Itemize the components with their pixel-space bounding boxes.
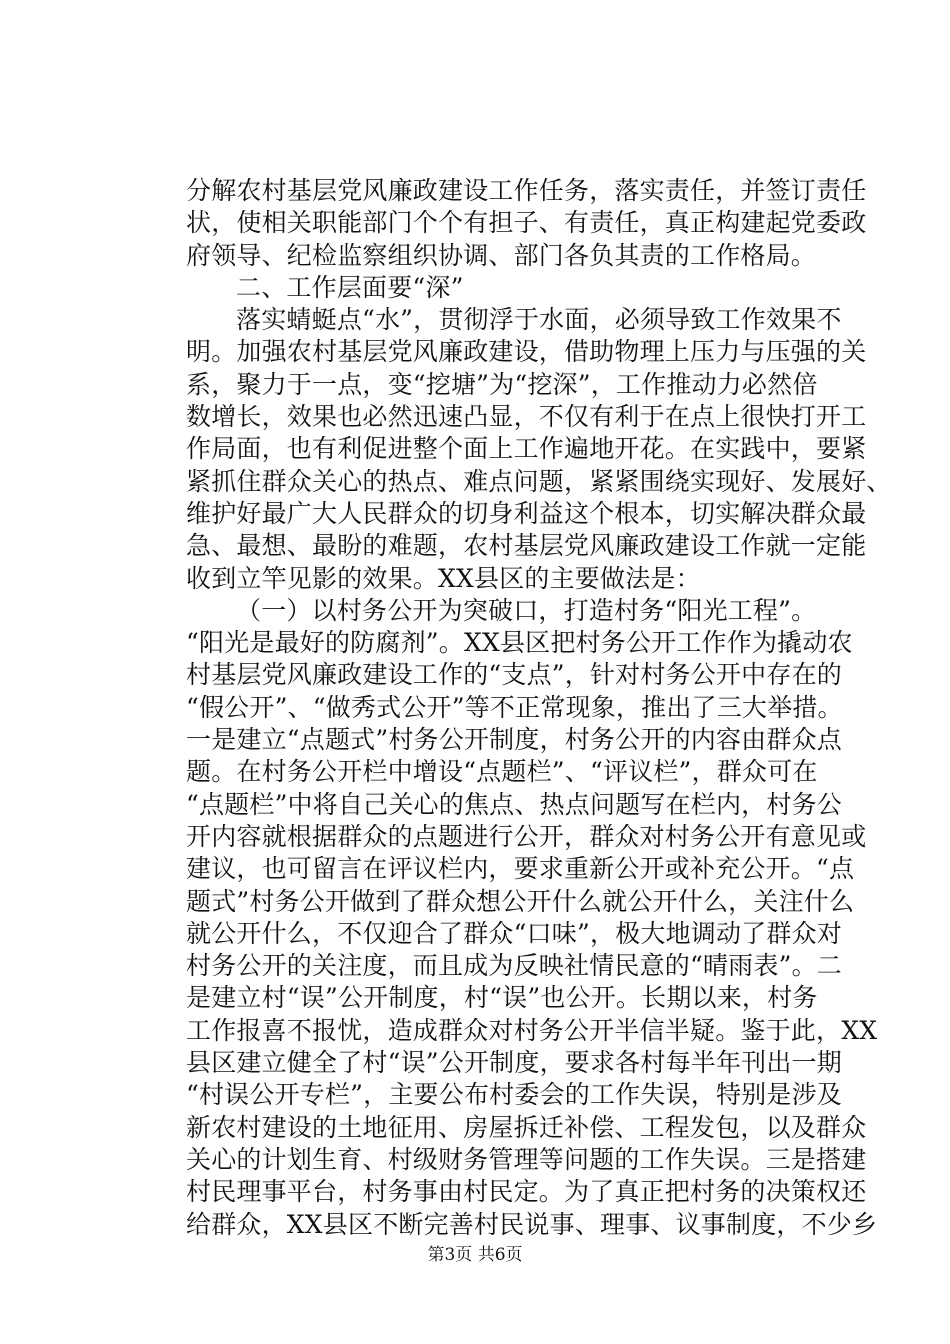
text-line: 一是建立“点题式”村务公开制度，村务公开的内容由群众点 — [186, 725, 842, 755]
text-line: 题。在村务公开栏中增设“点题栏”、“评议栏”，群众可在 — [186, 757, 818, 787]
text-line: 府领导、纪检监察组织协调、部门各负其责的工作格局。 — [186, 240, 817, 270]
text-line: 题式”村务公开做到了群众想公开什么就公开什么，关注什么 — [186, 886, 855, 916]
text-line: 关心的计划生育、村级财务管理等问题的工作失误。三是搭建 — [186, 1144, 867, 1174]
text-line: 县区建立健全了村“误”公开制度，要求各村每半年刊出一期 — [186, 1048, 842, 1078]
text-line: 给群众，XX县区不断完善村民说事、理事、议事制度，不少乡 — [186, 1209, 878, 1239]
text-line: 建议，也可留言在评议栏内，要求重新公开或补充公开。“点 — [186, 854, 855, 884]
text-line: 工作报喜不报忧，造成群众对村务公开半信半疑。鉴于此，XX — [186, 1015, 878, 1045]
text-line: （一）以村务公开为突破口，打造村务“阳光工程”。 — [236, 595, 817, 625]
text-line: “村误公开专栏”，主要公布村委会的工作失误，特别是涉及 — [186, 1080, 842, 1110]
text-line: 维护好最广大人民群众的切身利益这个根本，切实解决群众最 — [186, 498, 867, 528]
text-line: “阳光是最好的防腐剂”。XX县区把村务公开工作作为撬动农 — [186, 628, 853, 658]
text-line: 新农村建设的土地征用、房屋拆迁补偿、工程发包，以及群众 — [186, 1112, 867, 1142]
text-line: 收到立竿见影的效果。XX县区的主要做法是： — [186, 563, 701, 593]
text-line: 数增长，效果也必然迅速凸显，不仅有利于在点上很快打开工 — [186, 402, 867, 432]
text-line: 就公开什么，不仅迎合了群众“口味”，极大地调动了群众对 — [186, 918, 842, 948]
text-line: 明。加强农村基层党风廉政建设，借助物理上压力与压强的关 — [186, 337, 867, 367]
text-line: 村民理事平台，村务事由村民定。为了真正把村务的决策权还 — [186, 1177, 867, 1207]
page-footer: 第3页 共6页 — [427, 1245, 523, 1265]
text-line: 村务公开的关注度，而且成为反映社情民意的“晴雨表”。二 — [186, 951, 842, 981]
text-line: “点题栏”中将自己关心的焦点、热点问题写在栏内，村务公 — [186, 789, 842, 819]
text-line: “假公开”、“做秀式公开”等不正常现象，推出了三大举措。 — [186, 692, 843, 722]
text-line: 急、最想、最盼的难题，农村基层党风廉政建设工作就一定能 — [186, 531, 867, 561]
text-line: 是建立村“误”公开制度，村“误”也公开。长期以来，村务 — [186, 983, 818, 1013]
text-line: 二、工作层面要“深” — [236, 272, 464, 302]
text-line: 开内容就根据群众的点题进行公开，群众对村务公开有意见或 — [186, 821, 867, 851]
text-line: 系，聚力于一点，变“挖塘”为“挖深”，工作推动力必然倍 — [186, 369, 818, 399]
text-line: 落实蜻蜓点“水”，贯彻浮于水面，必须导致工作效果不 — [236, 305, 842, 335]
body-text — [186, 175, 892, 1241]
text-line: 作局面，也有利促进整个面上工作遍地开花。在实践中，要紧 — [186, 434, 867, 464]
text-line: 分解农村基层党风廉政建设工作任务，落实责任，并签订责任 — [186, 176, 867, 205]
text-line: 村基层党风廉政建设工作的“支点”，针对村务公开中存在的 — [186, 660, 842, 690]
text-line: 紧抓住群众关心的热点、难点问题，紧紧围绕实现好、发展好、 — [186, 466, 892, 496]
text-line: 状，使相关职能部门个个有担子、有责任，真正构建起党委政 — [186, 208, 867, 238]
